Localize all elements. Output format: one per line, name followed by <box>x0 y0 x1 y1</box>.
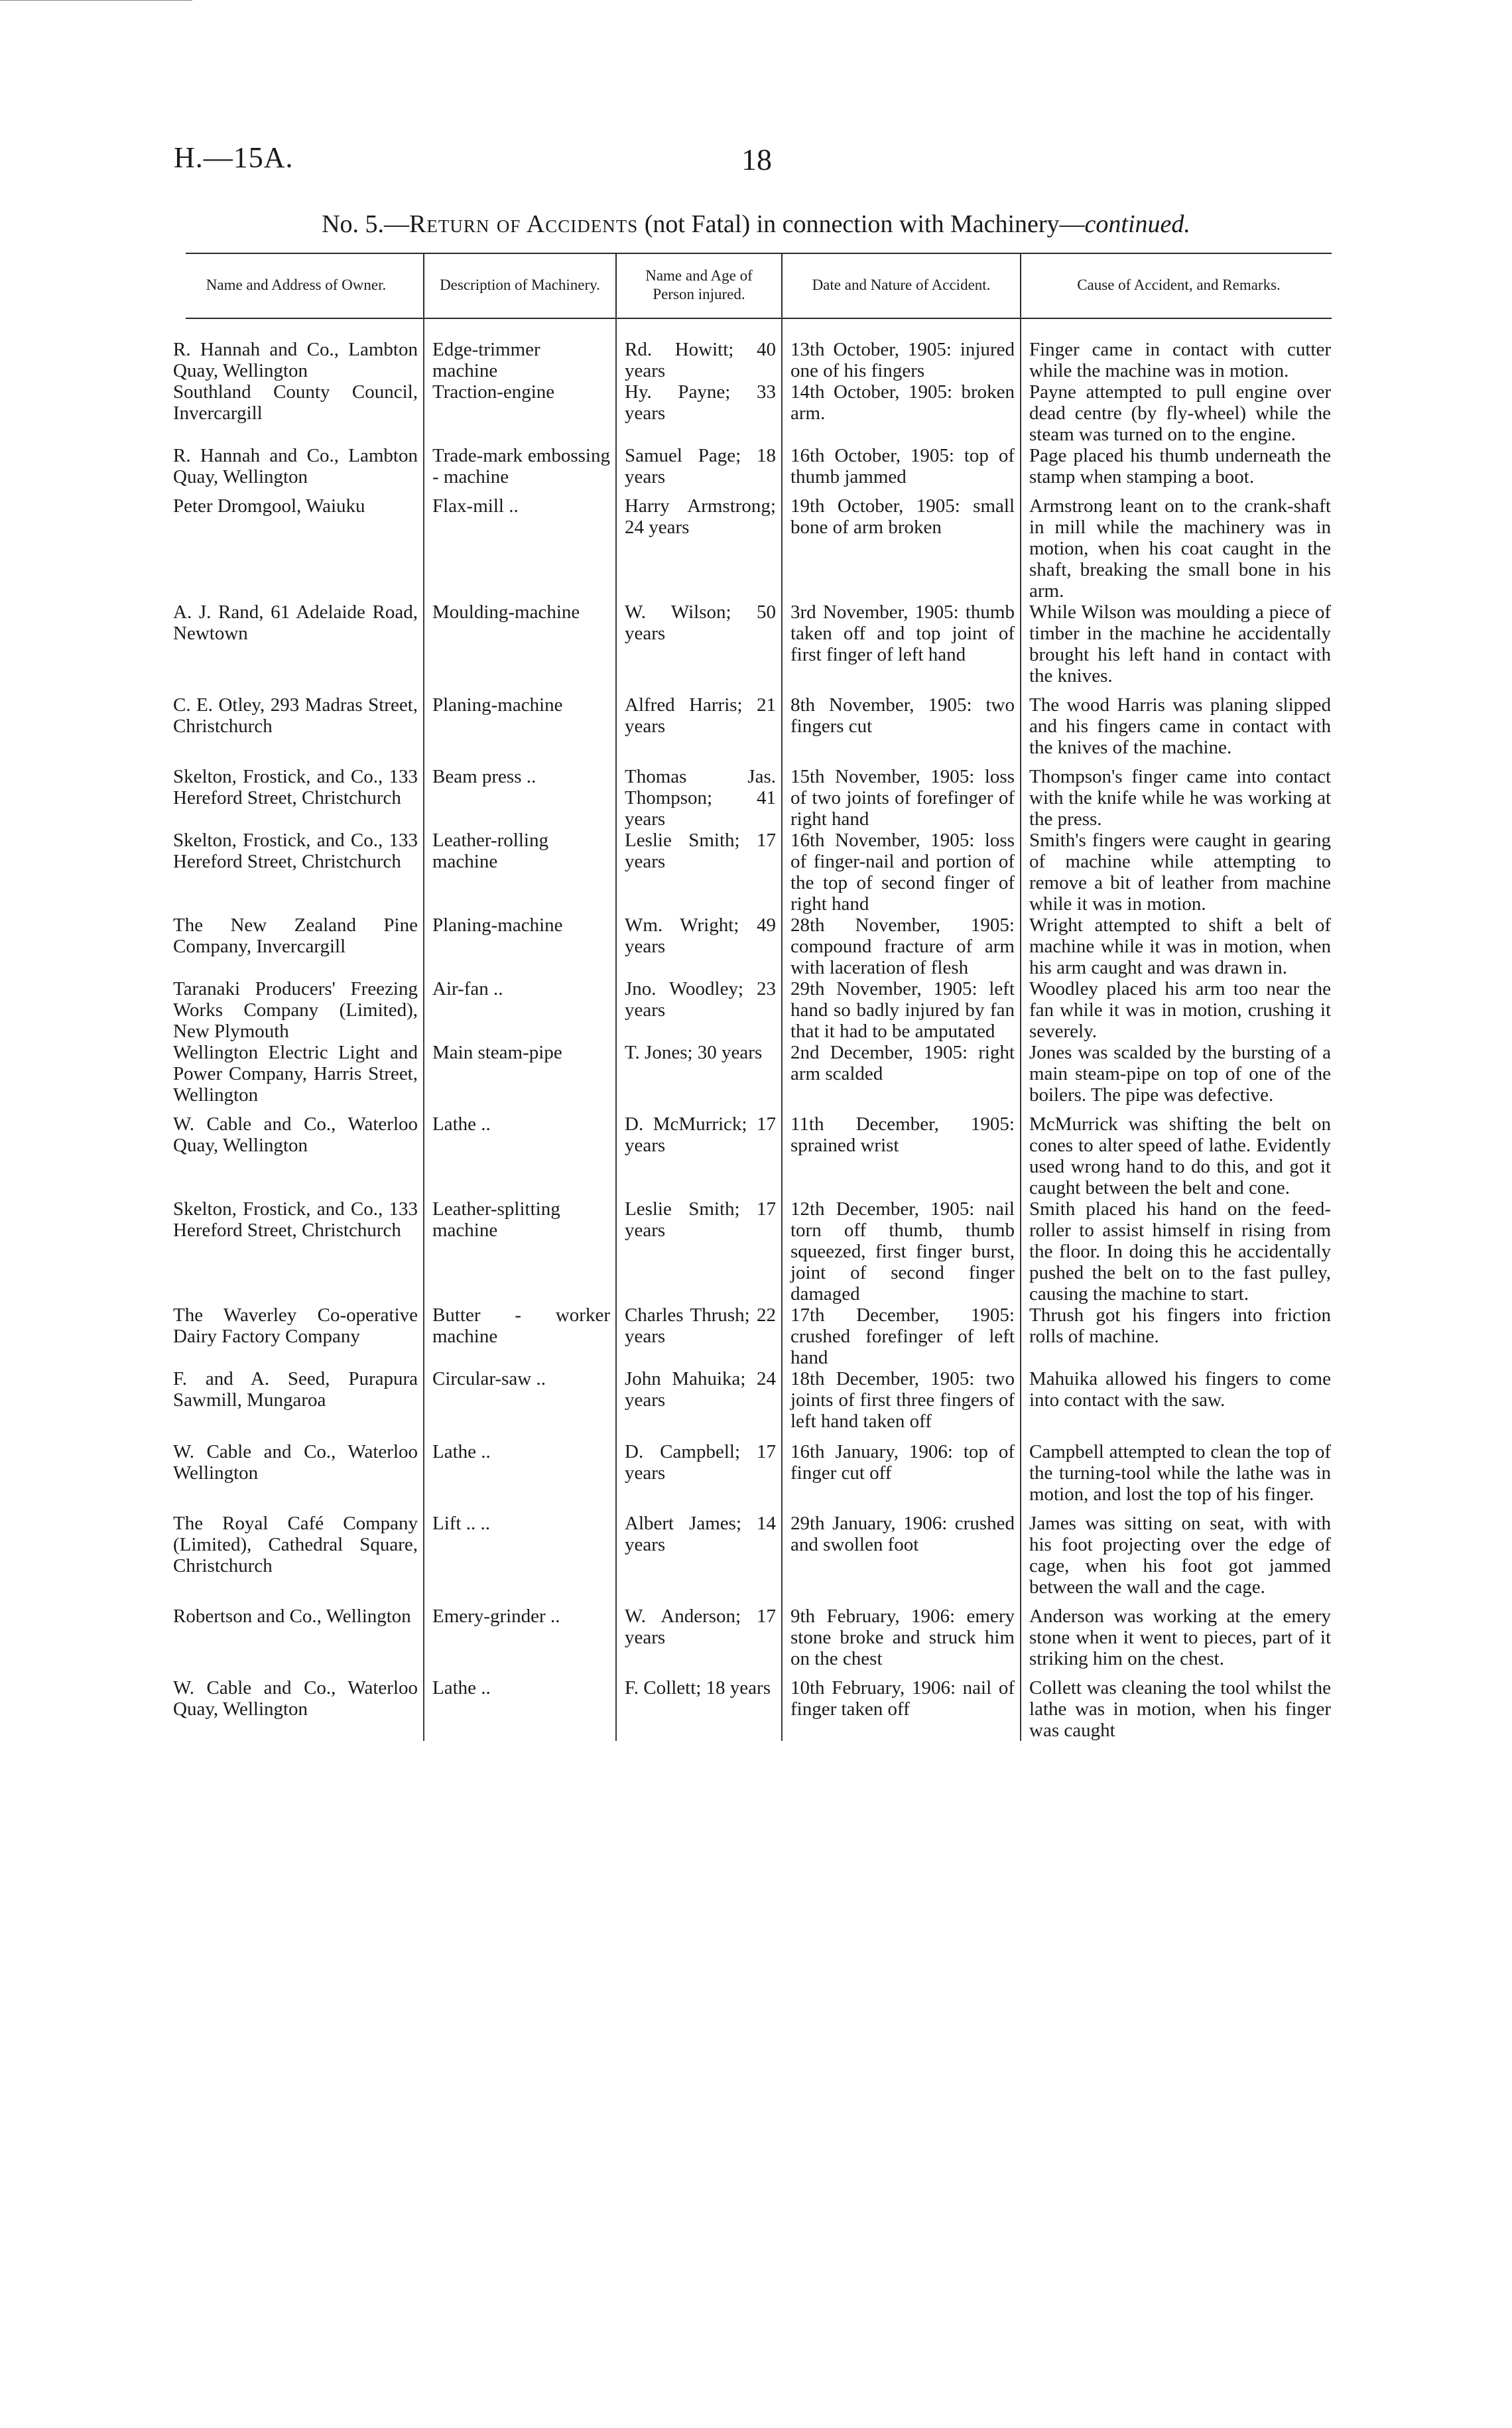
cell-accident: 15th November, 1905: loss of two joints of forefinger of right hand <box>782 758 1021 830</box>
cell-person: W. Anderson; 17 years <box>616 1598 782 1669</box>
cell-machinery: Air-fan .. <box>424 978 616 1042</box>
cell-cause: Mahuika allowed his fingers to come into contact with the saw. <box>1021 1368 1336 1432</box>
cell-cause: Thrush got his fingers into friction rolls of machine. <box>1021 1305 1336 1368</box>
cell-cause: Anderson was working at the emery stone when it went to pieces, part of it striking him on the chest. <box>1021 1598 1336 1669</box>
cell-accident: 3rd November, 1905: thumb taken off and top joint of first finger of left hand <box>782 602 1021 686</box>
cell-person: Hy. Payne; 33 years <box>616 381 782 445</box>
closing-rule <box>0 0 192 1</box>
cell-cause: Wright attempted to shift a belt of machine while it was in motion, when his arm caught and was drawn in. <box>1021 915 1336 978</box>
column-header-person: Name and Age of Person injured. <box>616 254 782 316</box>
cell-person: Wm. Wright; 49 years <box>616 915 782 978</box>
cell-accident: 19th October, 1905: small bone of arm broken <box>782 487 1021 602</box>
table-row <box>169 915 1336 978</box>
spacer-cell <box>782 316 1021 339</box>
cell-person: Harry Armstrong; 24 years <box>616 487 782 602</box>
cell-cause: Campbell attempted to clean the top of the turning-tool while the lathe was in motion, and lost the top of his finger. <box>1021 1432 1336 1505</box>
cell-person: Jno. Woodley; 23 years <box>616 978 782 1042</box>
cell-accident: 28th November, 1905: compound fracture of arm with laceration of flesh <box>782 915 1021 978</box>
cell-accident: 11th December, 1905: sprained wrist <box>782 1106 1021 1198</box>
cell-machinery: Traction-engine <box>424 381 616 445</box>
table-row <box>169 602 1336 686</box>
cell-owner: The Royal Café Company (Limited), Cathedral Square, Christchurch <box>173 1513 418 1576</box>
title-prefix: No. 5.— <box>322 210 410 238</box>
cell-owner: F. and A. Seed, Purapura Sawmill, Mungaroa <box>173 1368 418 1411</box>
table-row <box>169 1368 1336 1432</box>
table-row <box>169 1106 1336 1198</box>
table-row <box>169 758 1336 830</box>
accidents-table <box>169 254 1336 1741</box>
cell-cause: Smith placed his hand on the feed-roller to assist himself in rising from the floor. In doing this he accidentally pushed the belt on to the fast pulley, causing the machine to start. <box>1021 1198 1336 1305</box>
cell-cause: Armstrong leant on to the crank-shaft in mill while the machinery was in motion, when his coat caught in the shaft, breaking the small bone in his arm. <box>1021 487 1336 602</box>
header-spacer-row <box>169 316 1336 339</box>
cell-person: Leslie Smith; 17 years <box>616 830 782 915</box>
table-title <box>0 210 1512 239</box>
cell-machinery: Butter - worker machine <box>424 1305 616 1368</box>
page-number: 18 <box>741 143 772 176</box>
cell-person: Thomas Jas. Thompson; 41 years <box>616 758 782 830</box>
cell-owner: Southland County Council, Invercargill <box>173 381 418 424</box>
cell-owner: W. Cable and Co., Waterloo Quay, Wellington <box>173 1114 418 1156</box>
cell-accident: 2nd December, 1905: right arm scalded <box>782 1042 1021 1106</box>
cell-machinery: Circular-saw .. <box>424 1368 616 1432</box>
table-row <box>169 1198 1336 1305</box>
cell-machinery: Planing-machine <box>424 915 616 978</box>
cell-accident: 29th November, 1905: left hand so badly injured by fan that it had to be amputated <box>782 978 1021 1042</box>
cell-machinery: Lathe .. <box>424 1669 616 1741</box>
cell-person: Samuel Page; 18 years <box>616 445 782 487</box>
title-small-caps: Return of Accidents <box>409 210 639 238</box>
cell-owner: Skelton, Frostick, and Co., 133 Hereford Street, Christchurch <box>173 830 418 872</box>
cell-cause: Thompson's finger came into contact with the knife while he was working at the press. <box>1021 758 1336 830</box>
cell-accident: 17th December, 1905: crushed forefinger of left hand <box>782 1305 1021 1368</box>
table-body <box>169 316 1336 1741</box>
cell-accident: 16th November, 1905: loss of finger-nail and portion of the top of second finger of right hand <box>782 830 1021 915</box>
cell-person: Charles Thrush; 22 years <box>616 1305 782 1368</box>
cell-machinery: Emery-grinder .. <box>424 1598 616 1669</box>
cell-person: Leslie Smith; 17 years <box>616 1198 782 1305</box>
cell-machinery: Planing-machine <box>424 686 616 758</box>
title-middle: (not Fatal) in connection with Machinery— <box>638 210 1085 238</box>
cell-cause: The wood Harris was planing slipped and his fingers came in contact with the knives of the machine. <box>1021 686 1336 758</box>
cell-person: W. Wilson; 50 years <box>616 602 782 686</box>
table-row <box>169 487 1336 602</box>
cell-owner: A. J. Rand, 61 Adelaide Road, Newtown <box>173 602 418 644</box>
cell-machinery: Trade-mark embossing - machine <box>424 445 616 487</box>
cell-machinery: Leather-splitting machine <box>424 1198 616 1305</box>
cell-machinery: Lathe .. <box>424 1432 616 1505</box>
cell-machinery: Lathe .. <box>424 1106 616 1198</box>
cell-owner: The New Zealand Pine Company, Invercargill <box>173 915 418 957</box>
cell-owner: Taranaki Producers' Freezing Works Company (Limited), New Plymouth <box>173 978 418 1042</box>
cell-machinery: Lift .. .. <box>424 1505 616 1598</box>
cell-owner: Skelton, Frostick, and Co., 133 Hereford Street, Christchurch <box>173 766 418 808</box>
cell-owner: The Waverley Co-operative Dairy Factory Company <box>173 1305 418 1347</box>
cell-person: Albert James; 14 years <box>616 1505 782 1598</box>
column-header-cause: Cause of Accident, and Remarks. <box>1021 254 1336 316</box>
table-row <box>169 1305 1336 1368</box>
cell-accident: 10th February, 1906: nail of finger taken off <box>782 1669 1021 1741</box>
table-row <box>169 381 1336 445</box>
table-row <box>169 830 1336 915</box>
cell-accident: 18th December, 1905: two joints of first three fingers of left hand taken off <box>782 1368 1021 1432</box>
table-row <box>169 1598 1336 1669</box>
cell-accident: 16th January, 1906: top of finger cut off <box>782 1432 1021 1505</box>
page-reference: H.—15A. <box>174 141 294 174</box>
cell-accident: 14th October, 1905: broken arm. <box>782 381 1021 445</box>
cell-machinery: Flax-mill .. <box>424 487 616 602</box>
cell-machinery: Moulding-machine <box>424 602 616 686</box>
cell-owner: Skelton, Frostick, and Co., 133 Hereford Street, Christchurch <box>173 1198 418 1241</box>
cell-machinery: Edge-trimmer machine <box>424 339 616 381</box>
cell-owner: R. Hannah and Co., Lambton Quay, Wellington <box>173 339 418 381</box>
cell-accident: 8th November, 1905: two fingers cut <box>782 686 1021 758</box>
cell-accident: 16th October, 1905: top of thumb jammed <box>782 445 1021 487</box>
cell-person: T. Jones; 30 years <box>616 1042 782 1106</box>
cell-cause: Page placed his thumb underneath the stamp when stamping a boot. <box>1021 445 1336 487</box>
table-row <box>169 339 1336 381</box>
cell-cause: McMurrick was shifting the belt on cones to alter speed of lathe. Evidently used wrong hand to do this, and got it caught between the belt and cone. <box>1021 1106 1336 1198</box>
table-row <box>169 445 1336 487</box>
column-header-accident: Date and Nature of Accident. <box>782 254 1021 316</box>
cell-owner: W. Cable and Co., Waterloo Quay, Wellington <box>173 1677 418 1720</box>
cell-accident: 12th December, 1905: nail torn off thumb, thumb squeezed, first finger burst, joint of second finger damaged <box>782 1198 1021 1305</box>
table-row <box>169 686 1336 758</box>
cell-person: D. McMurrick; 17 years <box>616 1106 782 1198</box>
cell-owner: Wellington Electric Light and Power Company, Harris Street, Wellington <box>173 1042 418 1106</box>
cell-accident: 13th October, 1905: injured one of his fingers <box>782 339 1021 381</box>
cell-owner: Peter Dromgool, Waiuku <box>173 495 365 517</box>
cell-owner: Robertson and Co., Wellington <box>173 1606 411 1627</box>
cell-machinery: Beam press .. <box>424 758 616 830</box>
table-row <box>169 1505 1336 1598</box>
cell-machinery: Main steam-pipe <box>424 1042 616 1106</box>
spacer-cell <box>1021 316 1336 339</box>
cell-cause: Jones was scalded by the bursting of a main steam-pipe on top of one of the boilers. The pipe was defective. <box>1021 1042 1336 1106</box>
table-header-row <box>169 254 1336 316</box>
cell-cause: Payne attempted to pull engine over dead centre (by fly-wheel) while the steam was turned on to the engine. <box>1021 381 1336 445</box>
cell-accident: 29th January, 1906: crushed and swollen foot <box>782 1505 1021 1598</box>
cell-accident: 9th February, 1906: emery stone broke and struck him on the chest <box>782 1598 1021 1669</box>
table-row <box>169 1432 1336 1505</box>
column-header-machinery: Description of Machinery. <box>424 254 616 316</box>
cell-person: Alfred Harris; 21 years <box>616 686 782 758</box>
cell-cause: Smith's fingers were caught in gearing of machine while attempting to remove a bit of leather from machine while it was in motion. <box>1021 830 1336 915</box>
table-row <box>169 978 1336 1042</box>
cell-owner: C. E. Otley, 293 Madras Street, Christchurch <box>173 694 418 737</box>
cell-cause: Finger came in contact with cutter while the machine was in motion. <box>1021 339 1336 381</box>
cell-person: F. Collett; 18 years <box>616 1669 782 1741</box>
table-row <box>169 1669 1336 1741</box>
table-row <box>169 1042 1336 1106</box>
title-italic: continued. <box>1084 210 1190 238</box>
cell-person: D. Campbell; 17 years <box>616 1432 782 1505</box>
cell-cause: While Wilson was moulding a piece of timber in the machine he accidentally brought his left hand in contact with the knives. <box>1021 602 1336 686</box>
spacer-cell <box>169 316 424 339</box>
cell-owner: W. Cable and Co., Waterloo Wellington <box>173 1441 418 1484</box>
cell-owner: R. Hannah and Co., Lambton Quay, Wellington <box>173 445 418 487</box>
cell-person: Rd. Howitt; 40 years <box>616 339 782 381</box>
cell-cause: Woodley placed his arm too near the fan while it was in motion, crushing it severely. <box>1021 978 1336 1042</box>
spacer-cell <box>616 316 782 339</box>
cell-person: John Mahuika; 24 years <box>616 1368 782 1432</box>
spacer-cell <box>424 316 616 339</box>
cell-cause: Collett was cleaning the tool whilst the lathe was in motion, when his finger was caught <box>1021 1669 1336 1741</box>
column-header-owner: Name and Address of Owner. <box>206 277 387 293</box>
cell-cause: James was sitting on seat, with with his foot projecting over the edge of cage, when his foot got jammed between the wall and the cage. <box>1021 1505 1336 1598</box>
cell-machinery: Leather-rolling machine <box>424 830 616 915</box>
